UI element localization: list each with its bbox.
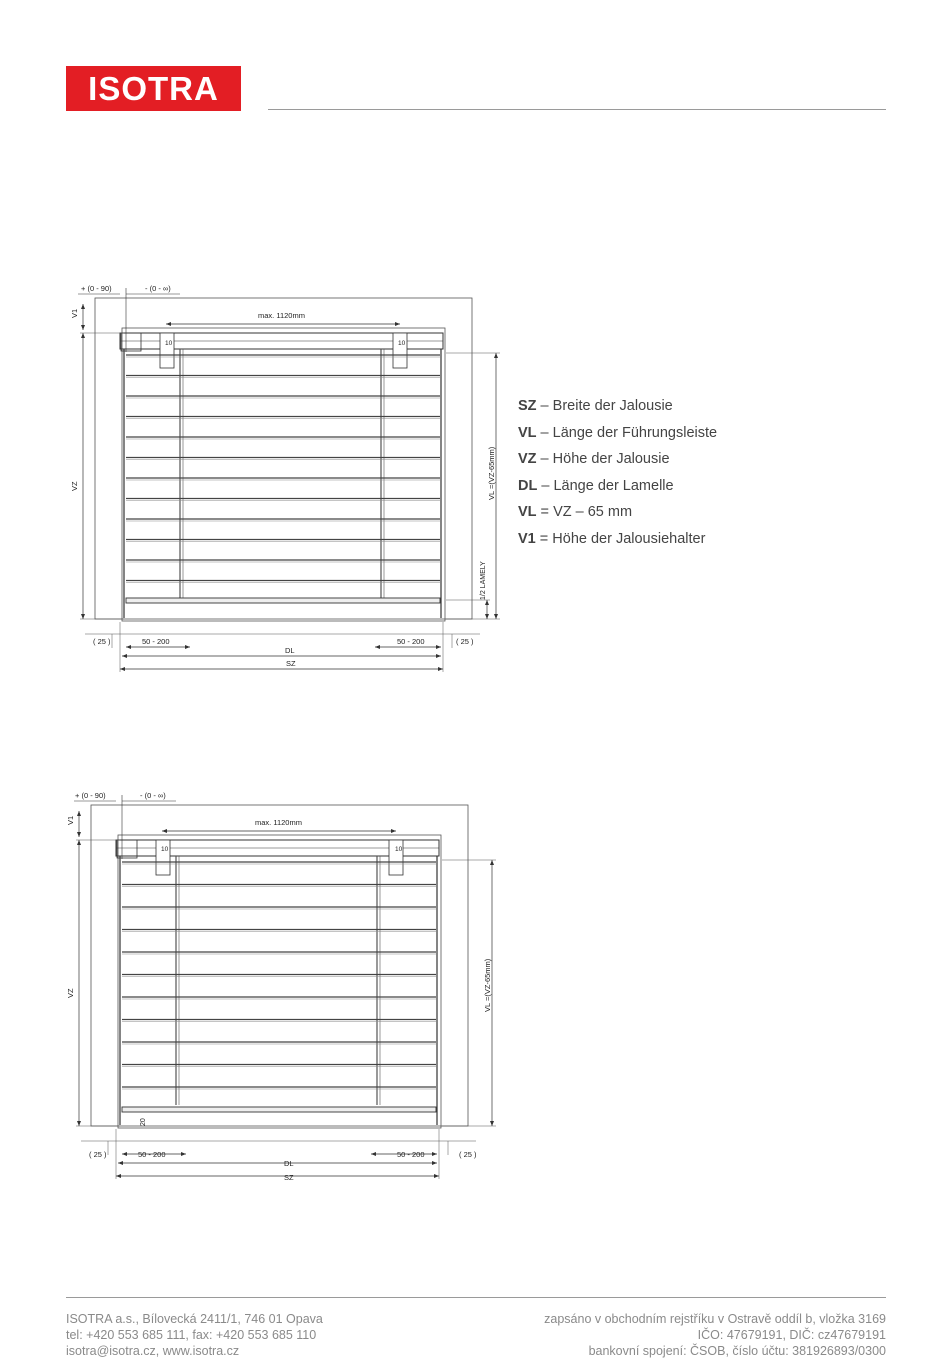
d1-vl-label: VL =(VZ-65mm) [487, 446, 496, 500]
window-opening [122, 328, 445, 621]
arrow-head [116, 1174, 121, 1178]
d2-right-range: 50 - 200 [397, 1150, 425, 1159]
d1-top-left-label: + (0 - 90) [81, 284, 112, 293]
arrow-head [118, 1161, 123, 1165]
legend-item: VL – Länge der Führungsleiste [518, 424, 718, 441]
arrow-head [81, 614, 85, 619]
d1-right-25: ( 25 ) [456, 637, 474, 646]
d2-sz-label: SZ [284, 1173, 294, 1182]
arrow-head [77, 840, 81, 845]
d2-hole-right: 10 [395, 846, 403, 853]
arrow-head [122, 1152, 127, 1156]
d2-bottom-gap: 20 [140, 1118, 147, 1126]
arrow-head [185, 645, 190, 649]
bottom-rail [122, 1107, 436, 1112]
mechanism [117, 840, 137, 858]
arrow-head [391, 829, 396, 833]
arrow-head [490, 1121, 494, 1126]
arrow-head [181, 1152, 186, 1156]
d1-sz-label: SZ [286, 659, 296, 668]
arrow-head [436, 654, 441, 658]
window-opening [118, 835, 441, 1128]
d1-dl-label: DL [285, 646, 295, 655]
bracket-left [160, 333, 174, 368]
arrow-head [490, 860, 494, 865]
bottom-rail [126, 598, 440, 603]
legend-item: VZ – Höhe der Jalousie [518, 451, 670, 467]
arrow-head [81, 304, 85, 309]
legend-item: SZ – Breite der Jalousie [518, 398, 673, 414]
arrow-head [395, 322, 400, 326]
arrow-head [371, 1152, 376, 1156]
wall-frame [95, 298, 472, 619]
d1-left-range: 50 - 200 [142, 637, 170, 646]
d2-max-label: max. 1120mm [255, 818, 302, 827]
footer-bank: bankovní spojení: ČSOB, číslo účtu: 381926893/0300 [588, 1344, 886, 1358]
arrow-head [432, 1161, 437, 1165]
arrow-head [485, 614, 489, 619]
d2-right-25: ( 25 ) [459, 1150, 477, 1159]
arrow-head [122, 654, 127, 658]
d2-hole-left: 10 [161, 846, 169, 853]
d1-top-right-label: - (0 - ∞) [145, 284, 171, 293]
d1-v1-label: V1 [70, 308, 79, 318]
legend-item: V1 = Höhe der Jalousiehalter [518, 530, 706, 547]
arrow-head [436, 645, 441, 649]
d2-v1-label: V1 [66, 815, 75, 825]
legend-item: DL – Länge der Lamelle [518, 477, 674, 494]
wall-frame [91, 805, 468, 1126]
footer-address: ISOTRA a.s., Bílovecká 2411/1, 746 01 Opava [66, 1312, 323, 1326]
arrow-head [81, 333, 85, 338]
drawing-1 [78, 288, 500, 672]
arrow-head [438, 667, 443, 671]
footer-registry-info [544, 1311, 886, 1359]
arrow-head [81, 325, 85, 330]
d2-left-25: ( 25 ) [89, 1150, 107, 1159]
d1-max-label: max. 1120mm [258, 311, 305, 320]
arrow-head [494, 353, 498, 358]
arrow-head [77, 811, 81, 816]
arrow-head [494, 614, 498, 619]
arrow-head [77, 832, 81, 837]
footer-company-info [66, 1311, 323, 1359]
d1-left-25: ( 25 ) [93, 637, 111, 646]
d2-left-range: 50 - 200 [138, 1150, 166, 1159]
arrow-head [120, 667, 125, 671]
arrow-head [375, 645, 380, 649]
legend-item: VL = VZ – 65 mm [518, 504, 633, 520]
footer-web: isotra@isotra.cz, www.isotra.cz [66, 1344, 240, 1358]
d2-top-right-label: - (0 - ∞) [140, 791, 166, 800]
arrow-head [126, 645, 131, 649]
d2-top-left-label: + (0 - 90) [75, 791, 106, 800]
d1-hole-left: 10 [165, 340, 173, 347]
d1-lamely-label: 1/2 LAMELY [480, 561, 487, 600]
d2-dl-label: DL [284, 1159, 294, 1168]
d1-vz-label: VZ [70, 481, 79, 491]
logo-text: ISOTRA [88, 69, 219, 107]
footer-rule [66, 1297, 886, 1298]
arrow-head [432, 1152, 437, 1156]
arrow-head [77, 1121, 81, 1126]
d1-hole-right: 10 [398, 340, 406, 347]
bracket-right [393, 333, 407, 368]
footer-ico: IČO: 47679191, DIČ: cz47679191 [697, 1328, 886, 1342]
mechanism [121, 333, 141, 351]
arrow-head [434, 1174, 439, 1178]
arrow-head [166, 322, 171, 326]
d2-vl-label: VL =(VZ-65mm) [483, 958, 492, 1012]
d2-vz-label: VZ [66, 988, 75, 998]
footer-registry: zapsáno v obchodním rejstříku v Ostravě oddíl b, vložka 3169 [544, 1312, 886, 1326]
d1-right-range: 50 - 200 [397, 637, 425, 646]
arrow-head [162, 829, 167, 833]
drawing-2 [74, 795, 496, 1179]
footer-phone: tel: +420 553 685 111, fax: +420 553 685 110 [66, 1328, 317, 1342]
